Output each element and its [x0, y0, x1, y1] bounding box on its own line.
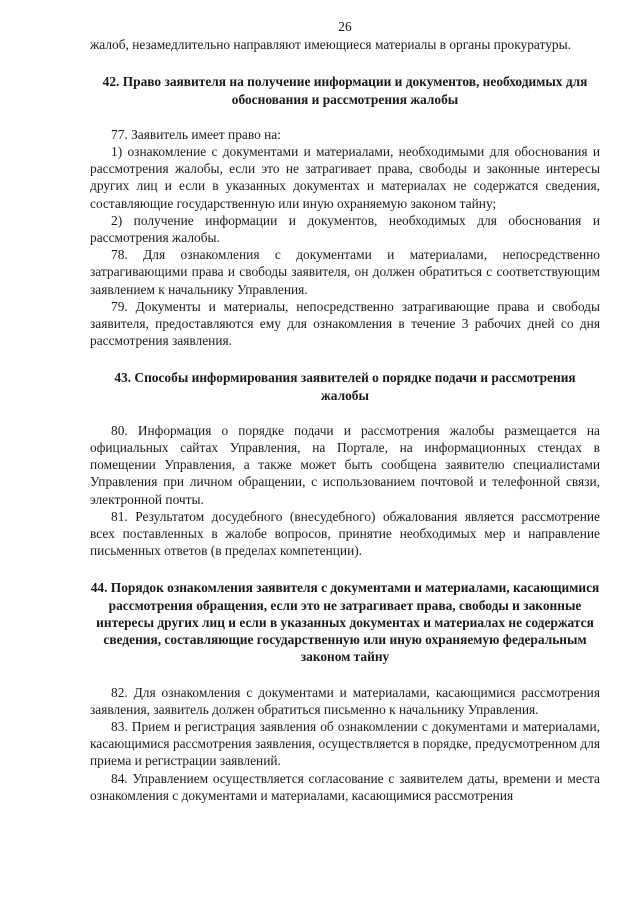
paragraph-77-item-1: 1) ознакомление с документами и материалами, необходимыми для обоснования и рассмотрения жалобы, если это не затрагивает права, свободы и законные интересы других лиц и если в указанных документах и материалах не содержатся сведения, составляющие государственную или иную охраняемую законом тайну;	[90, 144, 600, 211]
paragraph-80: 80. Информация о порядке подачи и рассмотрения жалобы размещается на официальных сайтах Управления, на Портале, на информационных стендах в помещении Управления, а также может быть сообщена заявителю специалистами Управления при личном обращении, с использованием почтовой и телефонной связи, электронной почты.	[90, 422, 600, 507]
paragraph-82: 82. Для ознакомления с документами и материалами, касающимися рассмотрения заявления, заявитель должен обратиться письменно к начальнику Управления.	[90, 684, 600, 717]
paragraph-77: 77. Заявитель имеет право на:	[111, 126, 281, 142]
paragraph-79: 79. Документы и материалы, непосредственно затрагивающие права и свободы заявителя, предоставляются ему для ознакомления в течение 3 рабочих дней со дня рассмотрения заявления.	[90, 298, 600, 349]
section-heading-43: 43. Способы информирования заявителей о порядке подачи и рассмотрения жалобы	[114, 370, 576, 403]
intro-paragraph: жалоб, незамедлительно направляют имеющиеся материалы в органы прокуратуры.	[90, 37, 571, 53]
paragraph-77-item-2: 2) получение информации и документов, необходимых для обоснования и рассмотрения жалобы.	[90, 212, 600, 246]
paragraph-81: 81. Результатом досудебного (внесудебного) обжалования является рассмотрение всех поставленных в жалобе вопросов, принятие необходимых мер и направление письменных ответов (в пределах компетенции).	[90, 508, 600, 559]
paragraph-84: 84. Управлением осуществляется согласование с заявителем даты, времени и места ознакомления с документами и материалами, касающимися рассмотрения	[90, 770, 600, 803]
section-heading-42: 42. Право заявителя на получение информации и документов, необходимых для обоснования и рассмотрения жалобы	[102, 74, 588, 107]
paragraph-83: 83. Прием и регистрация заявления об ознакомлении с документами и материалами, касающимися рассмотрения заявления, осуществляется в порядке, предусмотренном для приема и регистрации заявлений.	[90, 718, 600, 769]
paragraph-78: 78. Для ознакомления с документами и материалами, непосредственно затрагивающими права и свободы заявителя, он должен обратиться с соответствующим заявлением к начальнику Управления.	[90, 247, 600, 297]
section-heading-44: 44. Порядок ознакомления заявителя с документами и материалами, касающимися рассмотрения обращения, если это не затрагивает права, свободы и законные интересы других лиц и если в указанных документах и материалах не содержатся сведения, составляющие государственную или иную охраняемую федеральным законом тайну	[90, 580, 600, 665]
page-number: 26	[338, 19, 352, 34]
